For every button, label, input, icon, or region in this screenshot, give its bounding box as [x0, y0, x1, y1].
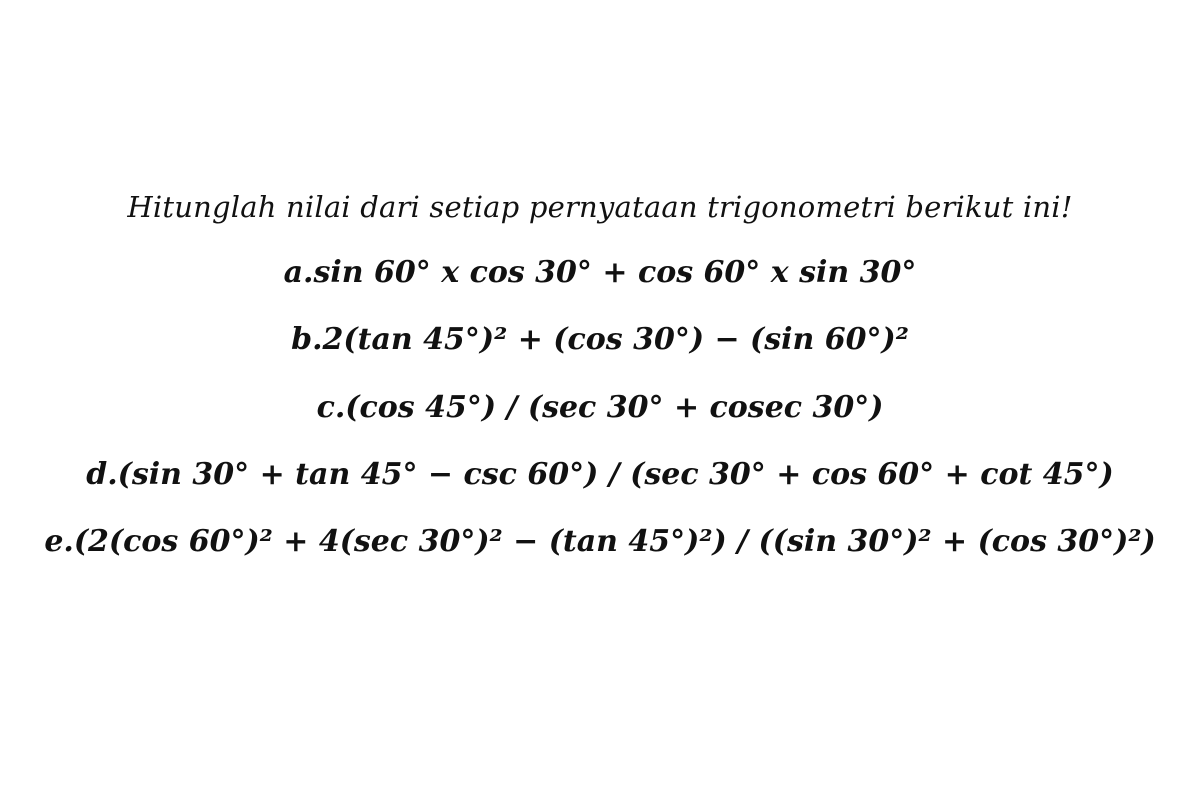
problem-expression: (cos 45°) / (sec 30° + cosec 30°)	[345, 390, 884, 425]
problem-d	[0, 457, 1200, 492]
problem-label: e.	[44, 524, 74, 559]
problem-c	[0, 390, 1200, 425]
problem-expression: 2(tan 45°)² + (cos 30°) − (sin 60°)²	[322, 322, 909, 357]
problem-e	[0, 524, 1200, 559]
problem-expression: sin 60° x cos 30° + cos 60° x sin 30°	[313, 255, 917, 290]
problem-expression: (sin 30° + tan 45° − csc 60°) / (sec 30° + cos 60° + cot 45°)	[117, 457, 1114, 492]
problem-label: a.	[283, 255, 314, 290]
problem-b	[0, 322, 1200, 357]
instruction-text: Hitunglah nilai dari setiap pernyataan trigonometri berikut ini!	[127, 190, 1073, 224]
problem-label: b.	[291, 322, 323, 357]
problem-label: d.	[86, 457, 118, 492]
problem-expression: (2(cos 60°)² + 4(sec 30°)² − (tan 45°)²) / ((sin 30°)² + (cos 30°)²)	[73, 524, 1156, 559]
problem-a	[0, 255, 1200, 290]
problem-label: c.	[316, 390, 346, 425]
